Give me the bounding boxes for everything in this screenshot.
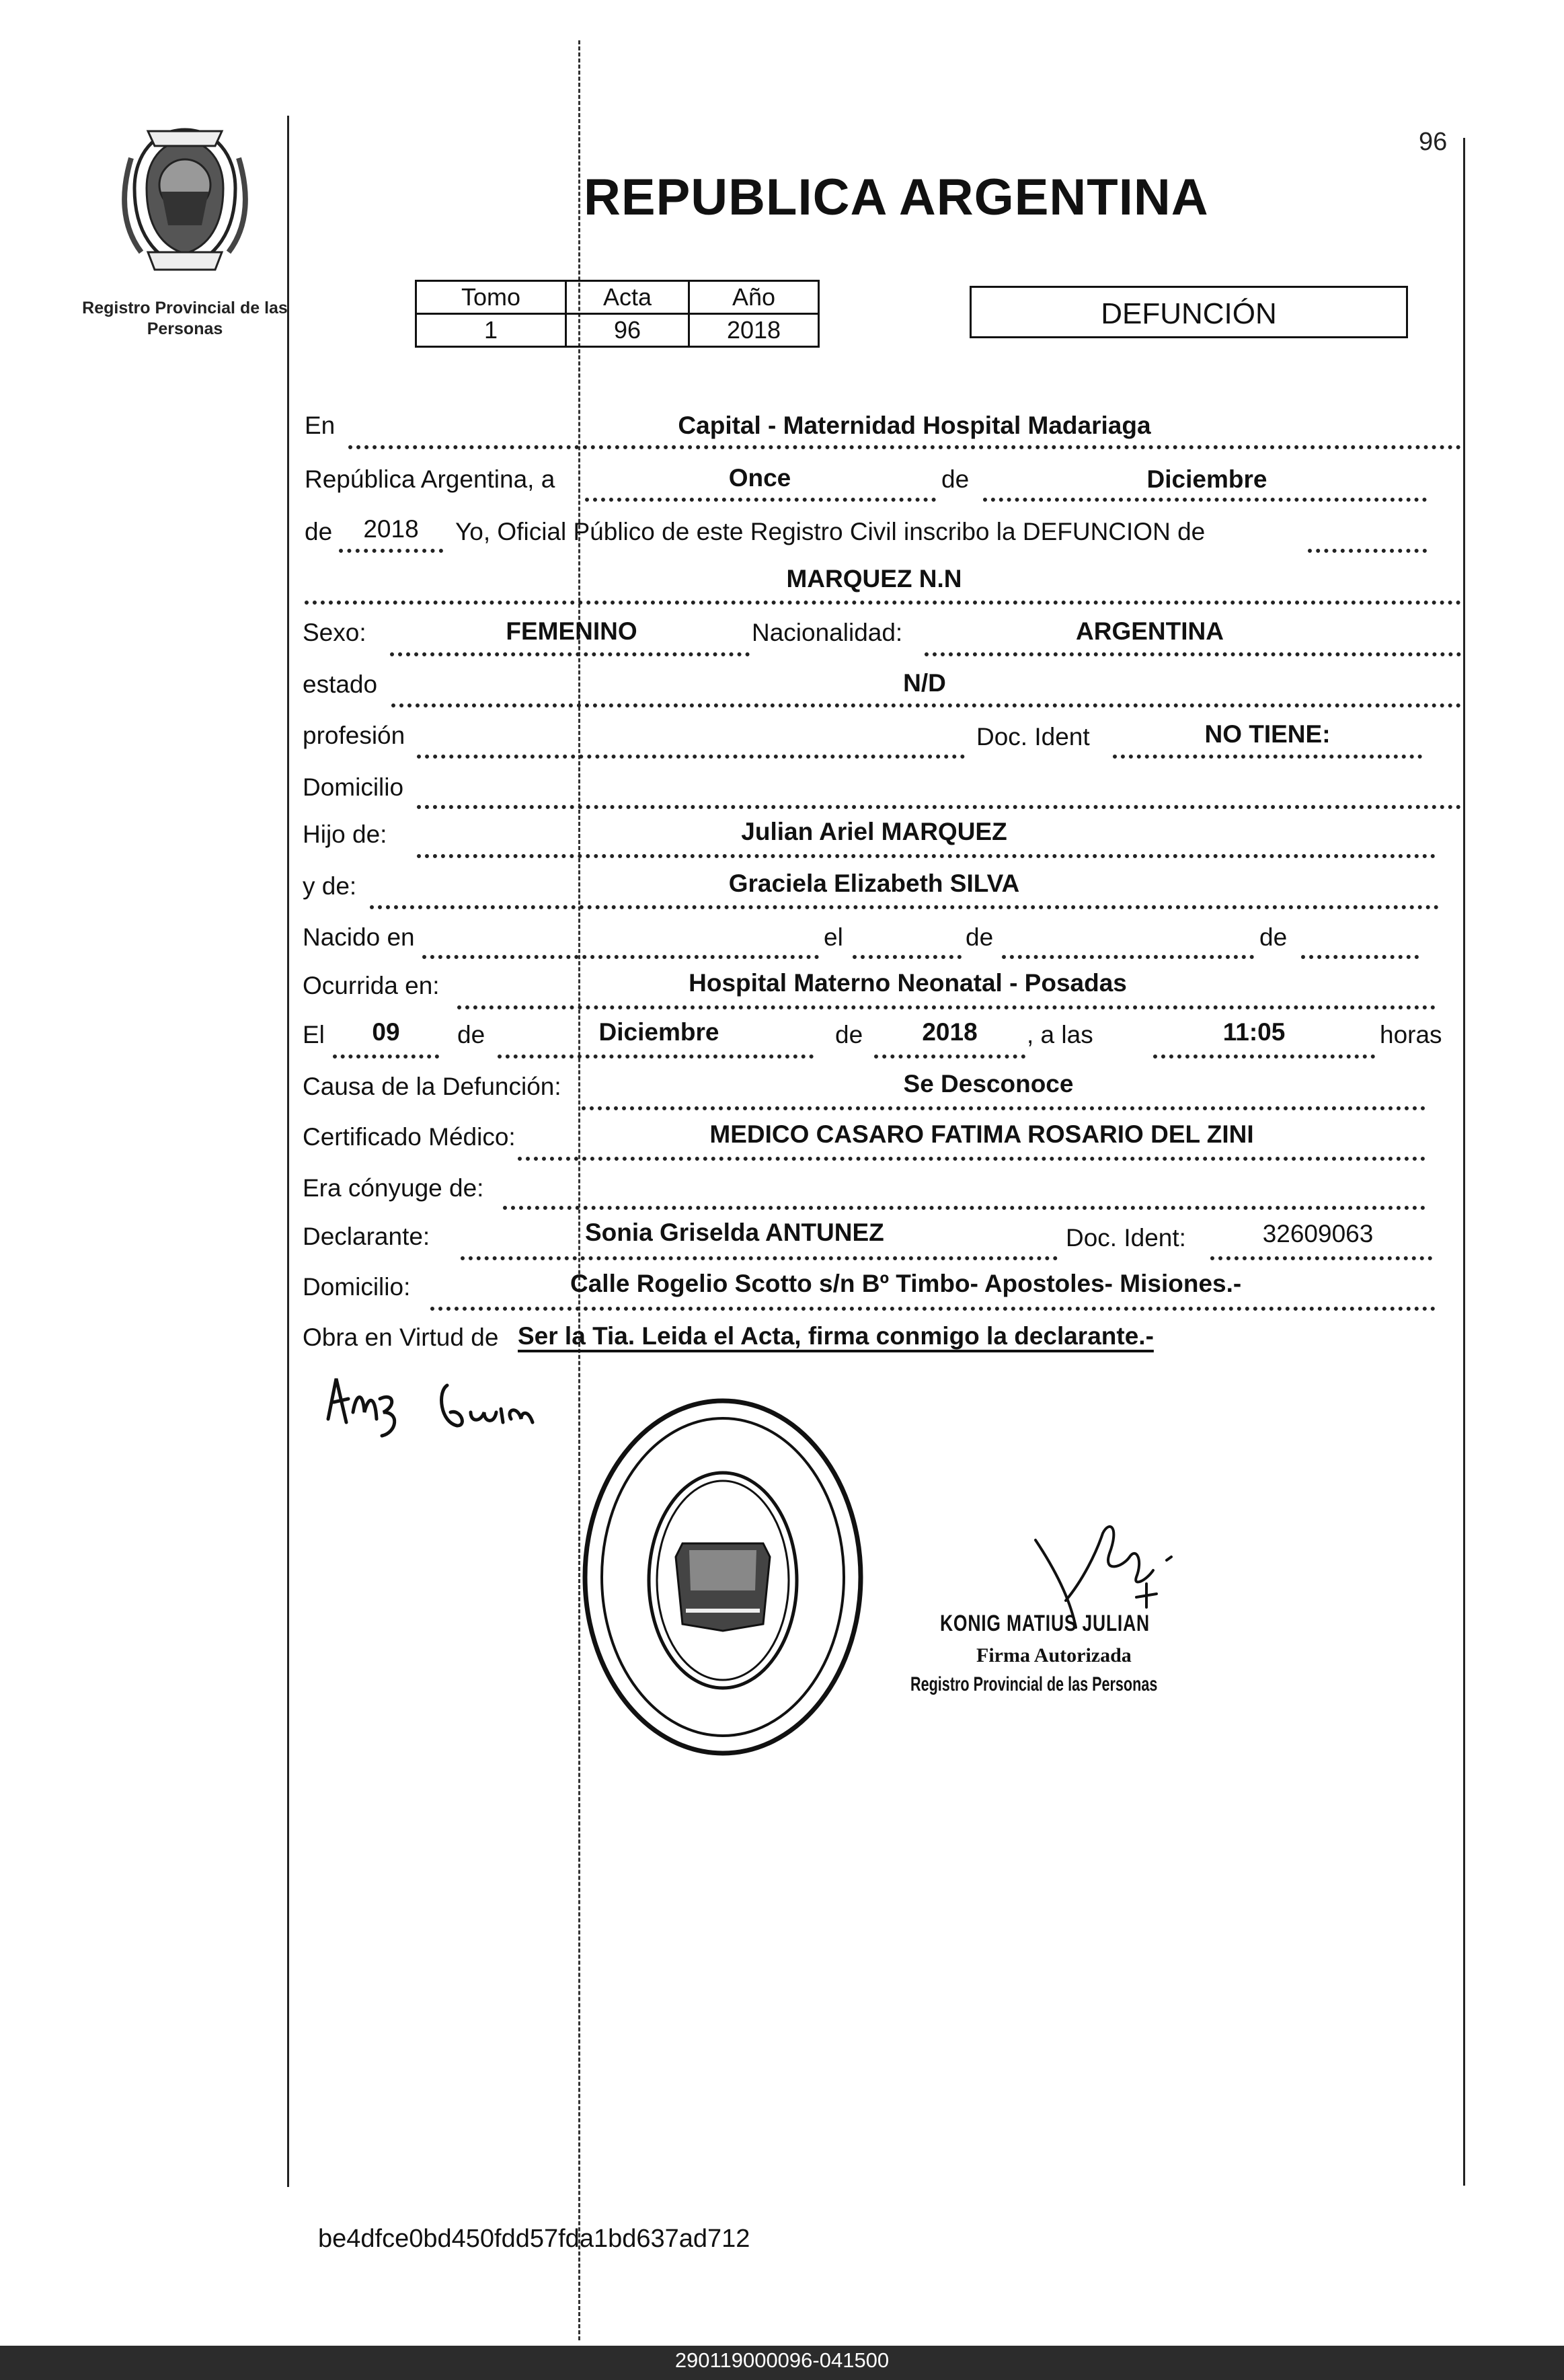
- right-margin-line: [1463, 138, 1465, 2186]
- left-margin-line: [287, 116, 289, 2187]
- domicilio2-label: Domicilio:: [303, 1273, 411, 1301]
- fecha-mes: Diciembre: [1146, 465, 1267, 493]
- el-mes: Diciembre: [598, 1018, 719, 1046]
- estado-label: estado: [303, 670, 378, 698]
- yde-value: Graciela Elizabeth SILVA: [728, 870, 1020, 897]
- dotted-line: [339, 549, 443, 553]
- dotted-line: [582, 1106, 1425, 1110]
- nacido-de2-label: de: [1259, 923, 1288, 951]
- dotted-line: [874, 1054, 1025, 1059]
- official-registry: Registro Provincial de las Personas: [910, 1673, 1158, 1695]
- domicilio-label: Domicilio: [303, 773, 404, 801]
- record-type-box: DEFUNCIÓN: [970, 286, 1408, 338]
- yde-label: y de:: [303, 872, 357, 900]
- dotted-line: [1301, 955, 1419, 959]
- official-role: Firma Autorizada: [976, 1644, 1132, 1666]
- ocurrida-label: Ocurrida en:: [303, 972, 440, 999]
- dotted-line: [461, 1256, 1058, 1260]
- certificado-value: MEDICO CASARO FATIMA ROSARIO DEL ZINI: [709, 1120, 1254, 1148]
- dotted-line: [503, 1206, 1425, 1210]
- en-value: Capital - Maternidad Hospital Madariaga: [678, 412, 1151, 439]
- el-label: El: [303, 1021, 325, 1048]
- page-number: 96: [1419, 128, 1448, 156]
- table-cell-tomo: 1: [416, 314, 566, 347]
- declarant-signature-icon: [316, 1372, 545, 1446]
- declarante-doc-label: Doc. Ident:: [1066, 1224, 1186, 1252]
- dotted-line: [1210, 1256, 1432, 1260]
- el-hora: 11:05: [1222, 1018, 1286, 1046]
- doc-ident-label: Doc. Ident: [976, 723, 1090, 751]
- dotted-line: [430, 1307, 1436, 1311]
- estado-value: N/D: [903, 669, 946, 697]
- doc-ident-value: NO TIENE:: [1204, 720, 1331, 748]
- nacionalidad-value: ARGENTINA: [1076, 617, 1224, 645]
- el-alas-label: , a las: [1027, 1021, 1093, 1048]
- obra-label: Obra en Virtud de: [303, 1323, 499, 1351]
- hijo-value: Julian Ariel MARQUEZ: [741, 818, 1007, 845]
- declarante-doc-value: 32609063: [1262, 1220, 1374, 1247]
- fold-line: [578, 40, 580, 2340]
- dotted-line: [1153, 1054, 1375, 1059]
- record-table: [415, 280, 820, 348]
- table-header-anio: Año: [689, 281, 819, 314]
- el-dia: 09: [372, 1018, 400, 1046]
- table-cell-acta: 96: [566, 314, 689, 347]
- obra-value: Ser la Tia. Leida el Acta, firma conmigo la declarante.-: [518, 1322, 1154, 1350]
- en-label: En: [305, 412, 336, 439]
- el-anio: 2018: [922, 1018, 978, 1046]
- table-header-acta: Acta: [566, 281, 689, 314]
- causa-label: Causa de la Defunción:: [303, 1073, 561, 1100]
- declarante-label: Declarante:: [303, 1223, 430, 1250]
- dotted-line: [333, 1054, 439, 1059]
- nacido-label: Nacido en: [303, 923, 415, 951]
- el-horas-label: horas: [1380, 1021, 1442, 1048]
- dotted-line: [853, 955, 962, 959]
- dotted-line: [305, 601, 1461, 605]
- dotted-line: [1308, 549, 1427, 553]
- table-header-tomo: Tomo: [416, 281, 566, 314]
- nacido-de-label: de: [966, 923, 994, 951]
- dotted-line: [925, 652, 1461, 656]
- official-stamp-icon: [575, 1389, 871, 1765]
- dotted-line: [518, 1157, 1425, 1161]
- dotted-line: [417, 805, 1461, 809]
- el-de2-label: de: [835, 1021, 863, 1048]
- provincial-seal-icon: [121, 118, 249, 279]
- registry-label: Registro Provincial de las Personas: [82, 299, 288, 338]
- dotted-line: [417, 854, 1436, 858]
- fecha-label: República Argentina, a: [305, 465, 555, 493]
- table-cell-anio: 2018: [689, 314, 819, 347]
- table-row: [416, 314, 819, 347]
- profesion-label: profesión: [303, 722, 405, 749]
- causa-value: Se Desconoce: [903, 1070, 1074, 1098]
- dotted-line: [498, 1054, 814, 1059]
- sexo-value: FEMENINO: [506, 617, 637, 645]
- anio-de-label: de: [305, 518, 333, 545]
- certificado-label: Certificado Médico:: [303, 1123, 516, 1151]
- dotted-line: [457, 1005, 1436, 1009]
- nacido-el-label: el: [824, 923, 843, 951]
- official-name: KONIG MATIUS JULIAN: [940, 1611, 1150, 1636]
- hijo-label: Hijo de:: [303, 820, 387, 848]
- sexo-label: Sexo:: [303, 619, 366, 646]
- dotted-line: [422, 955, 819, 959]
- fecha-dia: Once: [728, 464, 791, 492]
- dotted-line: [585, 498, 936, 502]
- dotted-line: [983, 498, 1427, 502]
- domicilio2-value: Calle Rogelio Scotto s/n Bº Timbo- Apostoles- Misiones.-: [570, 1270, 1242, 1297]
- declarante-value: Sonia Griselda ANTUNEZ: [585, 1219, 884, 1246]
- anio-line-text: Yo, Oficial Público de este Registro Civil inscribo la DEFUNCION de: [455, 518, 1206, 545]
- document-hash: be4dfce0bd450fdd57fda1bd637ad712: [318, 2225, 750, 2253]
- dotted-line: [1113, 755, 1422, 759]
- conyuge-label: Era cónyuge de:: [303, 1174, 484, 1202]
- ocurrida-value: Hospital Materno Neonatal - Posadas: [689, 969, 1127, 997]
- nacionalidad-label: Nacionalidad:: [752, 619, 903, 646]
- anio-value: 2018: [363, 515, 419, 543]
- fecha-de-label: de: [941, 465, 970, 493]
- nombre-value: MARQUEZ N.N: [786, 565, 962, 592]
- dotted-line: [1002, 955, 1254, 959]
- table-row: [416, 281, 819, 314]
- dotted-line: [348, 445, 1461, 449]
- page-title: REPUBLICA ARGENTINA: [584, 169, 1209, 226]
- dotted-line: [391, 703, 1461, 707]
- dotted-line: [417, 755, 965, 759]
- stamp-inner-text: [672, 1580, 673, 1581]
- el-de-label: de: [457, 1021, 485, 1048]
- dotted-line: [370, 905, 1439, 909]
- footer-code: 290119000096-041500: [674, 2348, 890, 2372]
- dotted-line: [390, 652, 750, 656]
